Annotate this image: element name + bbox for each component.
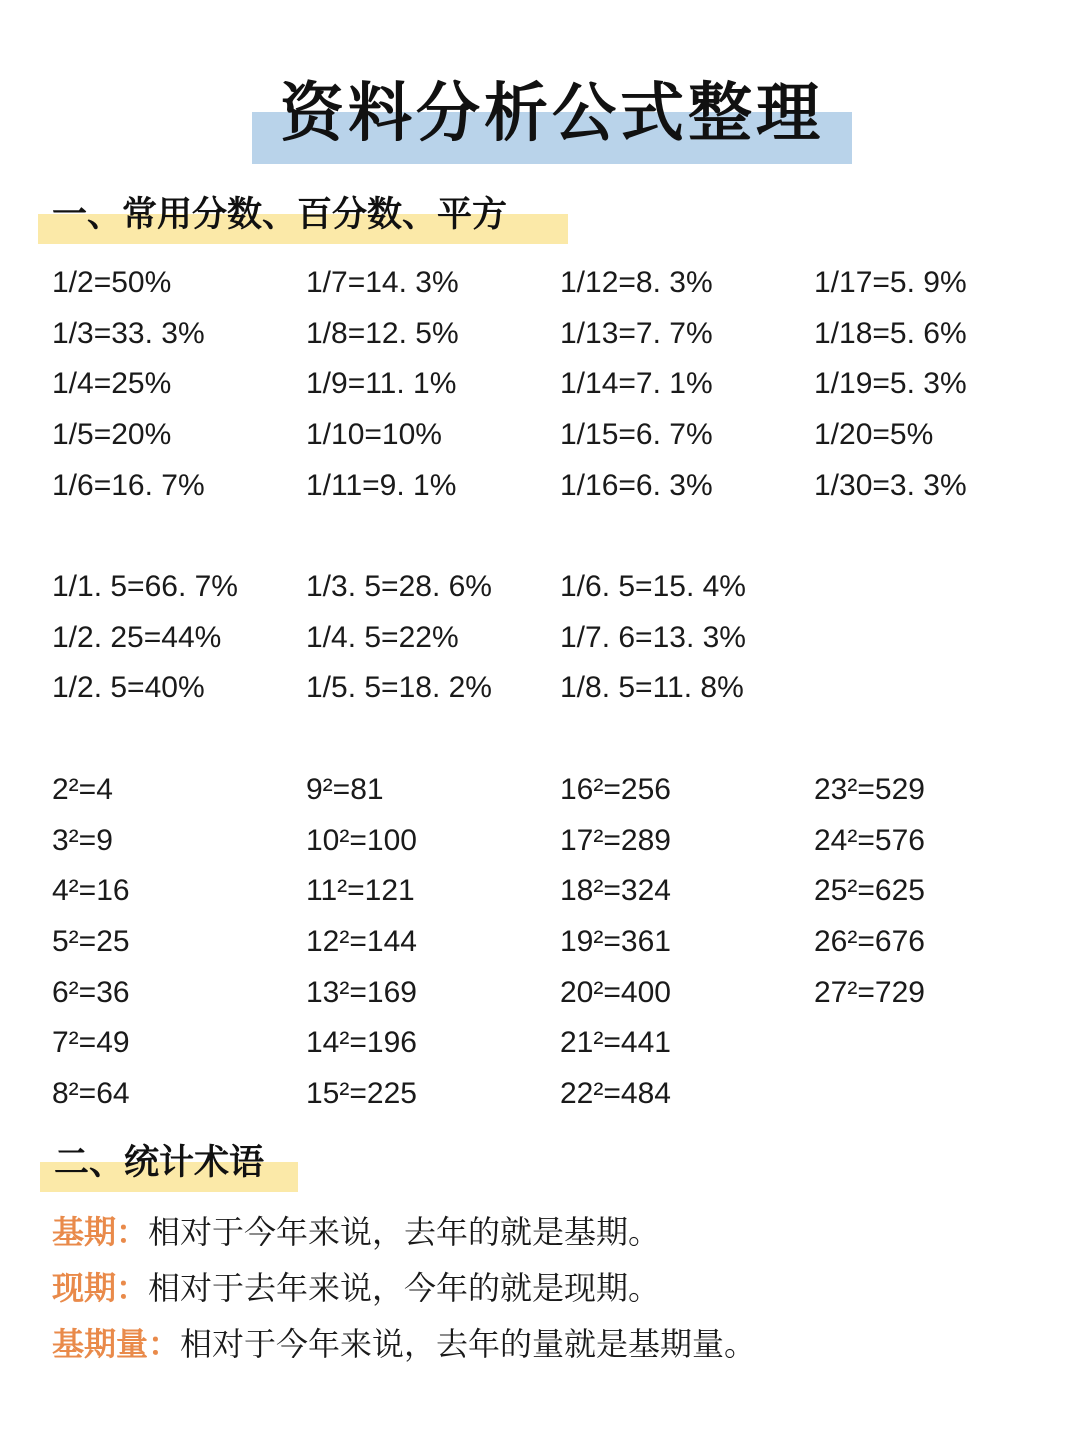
fraction-entry: 1/17=5. 9% <box>814 266 967 299</box>
empty-cell <box>814 562 1068 613</box>
fraction-entry: 1/5=20% <box>52 418 172 452</box>
fraction-entry: 1/18=5. 6% <box>814 316 967 350</box>
fraction-entry: 1/19=5. 3% <box>814 367 967 401</box>
fraction-entry: 1/14=7. 1% <box>560 367 713 401</box>
decimal-fraction-entry: 1/2. 25=44% <box>52 620 222 654</box>
section-heading-terms <box>40 1140 300 1192</box>
terms-list <box>52 1204 1052 1372</box>
decimal-fraction-entry: 1/8. 5=11. 8% <box>560 671 744 705</box>
decimal-fraction-entry: 1/4. 5=22% <box>306 620 459 654</box>
term-definition: 相对于今年来说，去年的就是基期。 <box>148 1213 661 1251</box>
term-definition: 相对于去年来说，今年的就是现期。 <box>148 1269 661 1307</box>
section-heading-fractions <box>38 192 568 244</box>
square-entry: 25²=625 <box>814 874 925 908</box>
square-entry: 4²=16 <box>52 874 130 908</box>
section-heading-text: 一、常用分数、百分数、平方 <box>52 195 508 235</box>
square-entry: 24²=576 <box>814 823 925 857</box>
fraction-entry: 1/6=16. 7% <box>52 468 205 502</box>
term-item <box>52 1260 1052 1316</box>
square-entry: 3²=9 <box>52 823 113 857</box>
square-entry: 17²=289 <box>560 823 671 857</box>
square-entry: 8²=64 <box>52 1077 130 1111</box>
square-entry: 5²=25 <box>52 925 130 959</box>
term-label: 现期： <box>52 1269 149 1307</box>
fraction-entry: 1/2=50% <box>52 266 172 299</box>
square-entry: 15²=225 <box>306 1077 417 1111</box>
fraction-entry: 1/9=11. 1% <box>306 367 457 401</box>
empty-cell <box>814 1069 1068 1120</box>
fraction-entry: 1/30=3. 3% <box>814 468 967 502</box>
square-entry: 13²=169 <box>306 975 417 1009</box>
fraction-entry: 1/3=33. 3% <box>52 316 205 350</box>
term-label: 基期： <box>52 1213 149 1251</box>
empty-cell <box>814 663 1068 714</box>
square-entry: 18²=324 <box>560 874 671 908</box>
square-entry: 11²=121 <box>306 874 415 908</box>
term-label: 基期量： <box>52 1325 181 1363</box>
square-entry: 23²=529 <box>814 773 925 806</box>
fraction-entry: 1/20=5% <box>814 418 934 452</box>
square-entry: 22²=484 <box>560 1077 671 1111</box>
term-definition: 相对于今年来说，去年的量就是基期量。 <box>180 1325 757 1363</box>
square-entry: 2²=4 <box>52 773 113 806</box>
square-entry: 26²=676 <box>814 925 925 959</box>
page-title-block <box>252 70 852 165</box>
square-entry: 9²=81 <box>306 773 384 806</box>
empty-cell <box>814 613 1068 664</box>
empty-cell <box>814 1018 1068 1069</box>
decimal-fraction-entry: 1/3. 5=28. 6% <box>306 570 492 603</box>
decimal-fraction-entry: 1/1. 5=66. 7% <box>52 570 238 603</box>
fraction-entry: 1/13=7. 7% <box>560 316 713 350</box>
decimal-fractions-table <box>52 562 1068 714</box>
fraction-entry: 1/16=6. 3% <box>560 468 713 502</box>
square-entry: 21²=441 <box>560 1026 671 1060</box>
square-entry: 16²=256 <box>560 773 671 806</box>
fraction-entry: 1/10=10% <box>306 418 442 452</box>
square-entry: 19²=361 <box>560 925 671 959</box>
decimal-fraction-entry: 1/6. 5=15. 4% <box>560 570 746 603</box>
fraction-entry: 1/12=8. 3% <box>560 266 713 299</box>
fractions-table <box>52 258 1068 511</box>
section-heading-text: 二、统计术语 <box>54 1143 265 1183</box>
fraction-entry: 1/4=25% <box>52 367 172 401</box>
decimal-fraction-entry: 1/2. 5=40% <box>52 671 205 705</box>
square-entry: 7²=49 <box>52 1026 130 1060</box>
square-entry: 6²=36 <box>52 975 130 1009</box>
square-entry: 10²=100 <box>306 823 417 857</box>
decimal-fraction-entry: 1/5. 5=18. 2% <box>306 671 492 705</box>
square-entry: 20²=400 <box>560 975 671 1009</box>
square-entry: 14²=196 <box>306 1026 417 1060</box>
fraction-entry: 1/15=6. 7% <box>560 418 713 452</box>
decimal-fraction-entry: 1/7. 6=13. 3% <box>560 620 746 654</box>
fraction-entry: 1/11=9. 1% <box>306 468 457 502</box>
square-entry: 27²=729 <box>814 975 925 1009</box>
term-item <box>52 1316 1052 1372</box>
square-entry: 12²=144 <box>306 925 417 959</box>
squares-table <box>52 765 1068 1120</box>
fraction-entry: 1/8=12. 5% <box>306 316 459 350</box>
fraction-entry: 1/7=14. 3% <box>306 266 459 299</box>
term-item <box>52 1204 1052 1260</box>
page-title: 资料分析公式整理 <box>280 77 824 151</box>
